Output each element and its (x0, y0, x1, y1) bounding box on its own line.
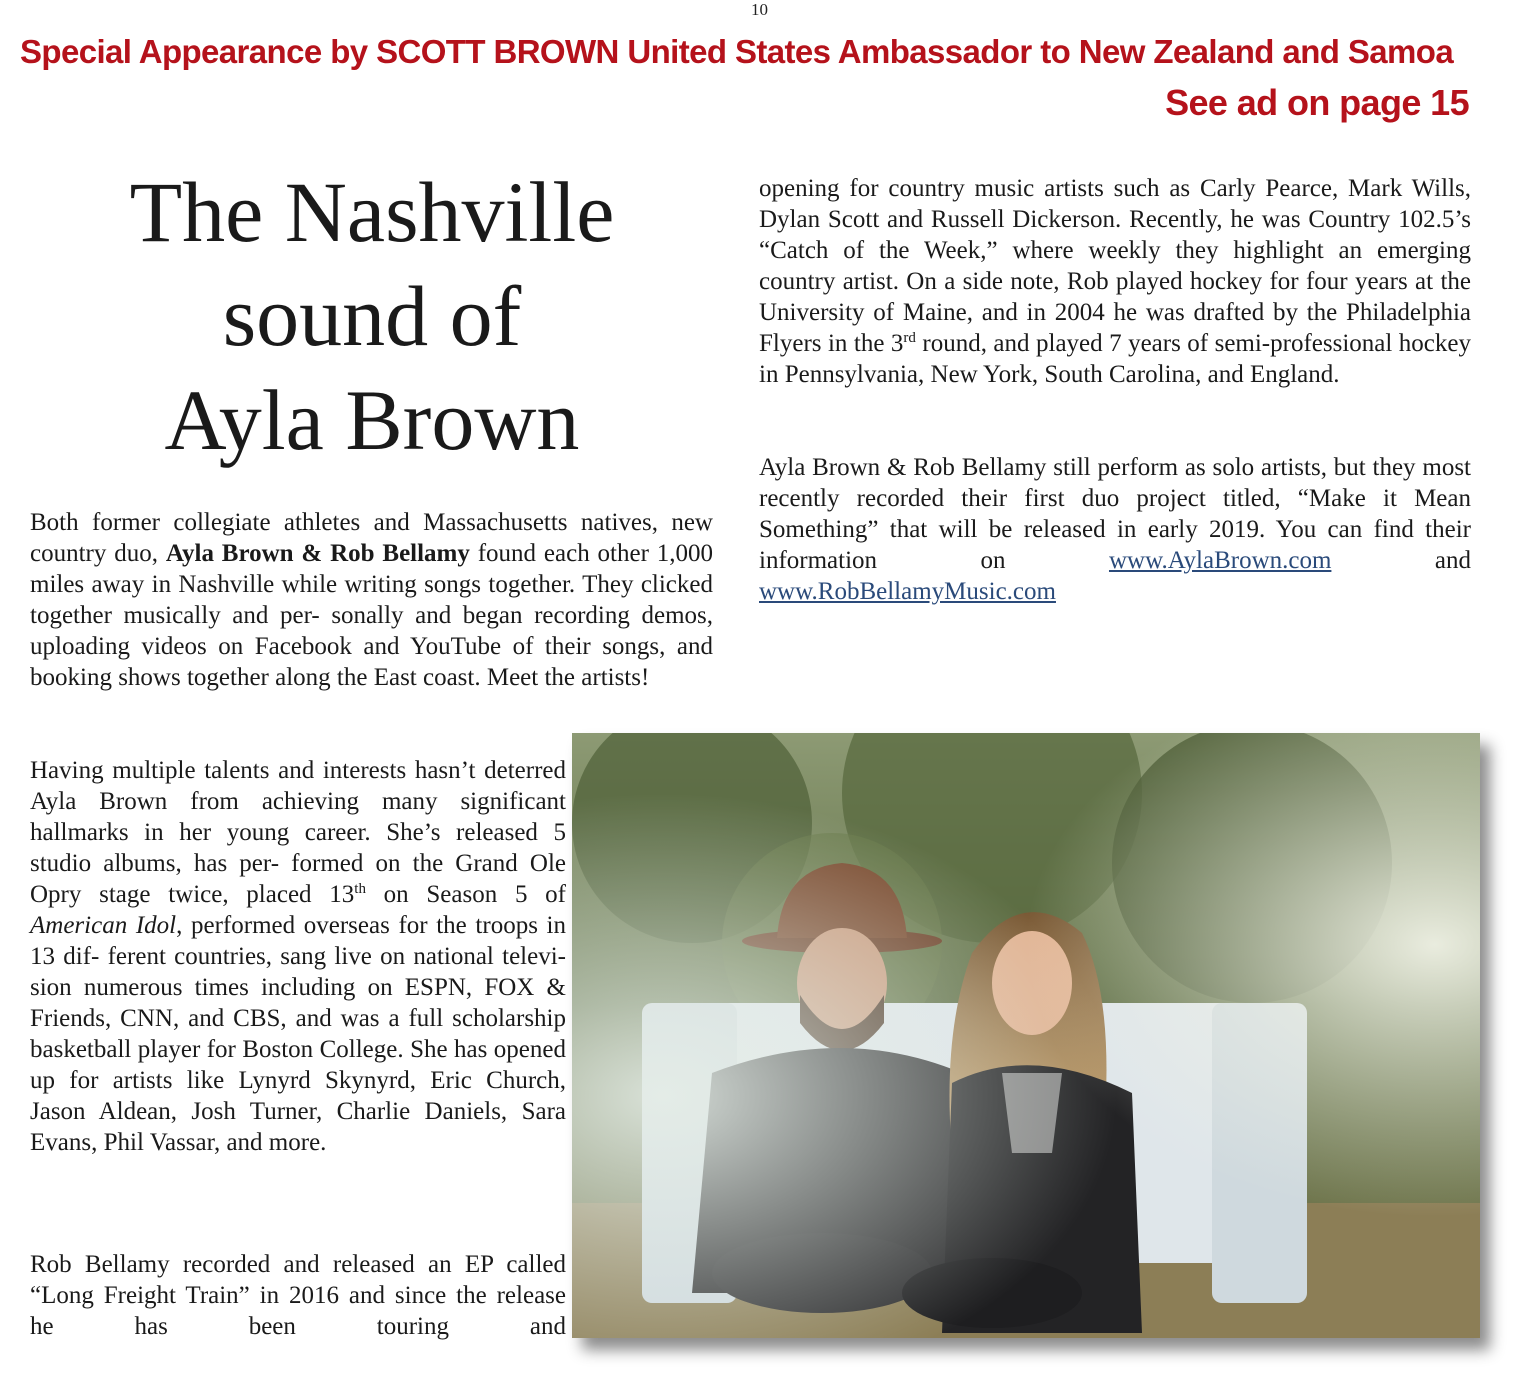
rob-cont-text-a: opening for country music artists such as Carly Pearce, Mark Wills, Dylan Scott and Russell Dickerson. Recently, he was Country 102.5’s “Catch of the Week,” where weekly they highlight an emerging country artist. On a side note, Rob played hockey for four years at the University of Maine, and in 2004 he was drafted by the Philadelphia Flyers in the 3 (759, 175, 1471, 357)
show-title: American Idol (30, 912, 177, 939)
article-headline (30, 160, 714, 472)
headline-line-3: Ayla Brown (164, 372, 580, 468)
duo-and: and (1331, 547, 1471, 574)
banner-special-appearance: Special Appearance by SCOTT BROWN United States Ambassador to New Zealand and Samoa (20, 33, 1454, 70)
paragraph-ayla (30, 755, 566, 1158)
paragraph-rob (30, 1249, 566, 1342)
headline-line-2: sound of (222, 268, 522, 364)
ayla-website-link[interactable]: www.AylaBrown.com (1108, 547, 1332, 574)
rob-cont-text-b: round, and played 7 years of semi-professional hockey in Pennsylvania, New York, South Carolina, and England. (759, 330, 1471, 388)
ayla-ordinal: th (354, 881, 366, 897)
banner-see-ad: See ad on page 15 (1165, 82, 1469, 123)
rob-website-link[interactable]: www.RobBellamyMusic.com (759, 578, 1056, 605)
paragraph-rob-continued (759, 173, 1471, 390)
duo-text: Ayla Brown & Rob Bellamy still perform as solo artists, but they most recently recorded their first duo project titled, “Make it Mean Something” that will be released in early 2019. You can find their information on (759, 454, 1471, 574)
intro-text-a: Both former collegiate athletes and Massachusetts natives, new country duo, (30, 509, 713, 567)
duo-names: Ayla Brown & Rob Bellamy (165, 540, 470, 567)
rob-text: Rob Bellamy recorded and released an EP called “Long Freight Train” in 2016 and since the release he has been touring and (30, 1251, 566, 1340)
headline-line-1: The Nashville (129, 164, 615, 260)
ayla-text-a: Having multiple talents and interests hasn’t deterred Ayla Brown from achieving many significant hallmarks in her young career. She’s released 5 studio albums, has per- formed on the Grand Ole Opry stage twice, placed 13 (30, 757, 566, 908)
rob-ordinal: rd (903, 330, 916, 346)
paragraph-duo (759, 452, 1471, 607)
intro-text-b: found each other 1,000 miles away in Nashville while writing songs together. They clicked together musically and per- sonally and began recording demos, uploading videos on Facebook and YouTube of their songs, and booking shows together along the East coast. Meet the artists! (30, 540, 713, 691)
ayla-text-b: on Season 5 of (365, 881, 567, 908)
page-number: 10 (751, 0, 768, 19)
paragraph-intro (30, 507, 713, 693)
ayla-text-c: , performed overseas for the troops in 13 dif- ferent countries, sang live on national televi- sion numerous times including on ESPN, FOX & Friends, CNN, and CBS, and was a full scholarship basketball player for Boston College. She has opened up for artists like Lynyrd Skynyrd, Eric Church, Jason Aldean, Josh Turner, Charlie Daniels, Sara Evans, Phil Vassar, and more. (30, 912, 567, 1156)
duo-photo (572, 733, 1480, 1338)
duo-photo-illustration (572, 733, 1480, 1338)
